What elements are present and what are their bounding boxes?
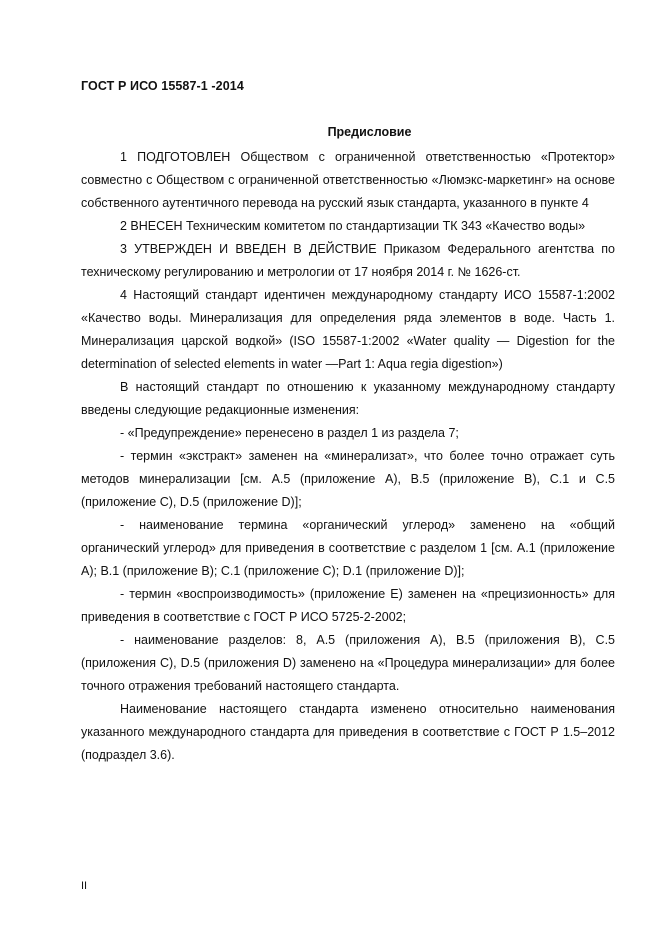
- paragraph-introduced: 2 ВНЕСЕН Техническим комитетом по стандартизации ТК 343 «Качество воды»: [120, 219, 586, 233]
- list-item-extract: - термин «экстракт» заменен на «минерализат», что более точно отражает суть методов минерализации [см. А.5 (приложение А), В.5 (приложение В), С.1 и С.5 (приложение С), D.5 (приложение D)];: [81, 449, 615, 509]
- section-title: Предисловие: [327, 125, 412, 139]
- paragraph-prepared: 1 ПОДГОТОВЛЕН Обществом с ограниченной ответственностью «Протектор» совместно с Обществом с ограниченной ответственностью «Люмэкс-маркетинг» на основе собственного аутентичного перевода на русский язык стандарта, указанного в пункте 4: [81, 150, 615, 210]
- paragraph-title-change: Наименование настоящего стандарта изменено относительно наименования указанного международного стандарта для приведения в соответствие с ГОСТ Р 1.5–2012 (подраздел 3.6).: [81, 702, 615, 762]
- list-item-reproducibility: - термин «воспроизводимость» (приложение Е) заменен на «прецизионность» для приведения в соответствие с ГОСТ Р ИСО 5725-2-2002;: [81, 587, 615, 624]
- document-code: ГОСТ Р ИСО 15587-1 -2014: [81, 79, 244, 93]
- list-item-organic-carbon: - наименование термина «органический углерод» заменено на «общий органический углерод» для приведения в соответствие с разделом 1 [см. А.1 (приложение А); В.1 (приложение В); С.1 (приложение С); D.1 (приложение D)];: [81, 518, 615, 578]
- paragraph-identical: 4 Настоящий стандарт идентичен международному стандарту ИСО 15587-1:2002 «Качество воды. Минерализация для определения ряда элементов в воде. Часть 1. Минерализация царской водкой» (ISO 15587-1:2002 «Water quality — Digestion for the determination of selected elements in water —Part 1: Aqua regia digestion»): [81, 288, 615, 371]
- page-number: II: [81, 880, 88, 892]
- paragraph-approved: 3 УТВЕРЖДЕН И ВВЕДЕН В ДЕЙСТВИЕ Приказом Федерального агентства по техническому регулированию и метрологии от 17 ноября 2014 г. № 1626-ст.: [81, 242, 615, 279]
- paragraph-changes-intro: В настоящий стандарт по отношению к указанному международному стандарту введены следующие редакционные изменения:: [81, 380, 615, 417]
- list-item-section-names: - наименование разделов: 8, А.5 (приложения А), В.5 (приложения В), С.5 (приложения С), D.5 (приложения D) заменено на «Процедура минерализации» для более точного отражения требований настоящего стандарта.: [81, 633, 615, 693]
- list-item-warning: - «Предупреждение» перенесено в раздел 1 из раздела 7;: [120, 426, 459, 440]
- foreword-body: [81, 146, 615, 767]
